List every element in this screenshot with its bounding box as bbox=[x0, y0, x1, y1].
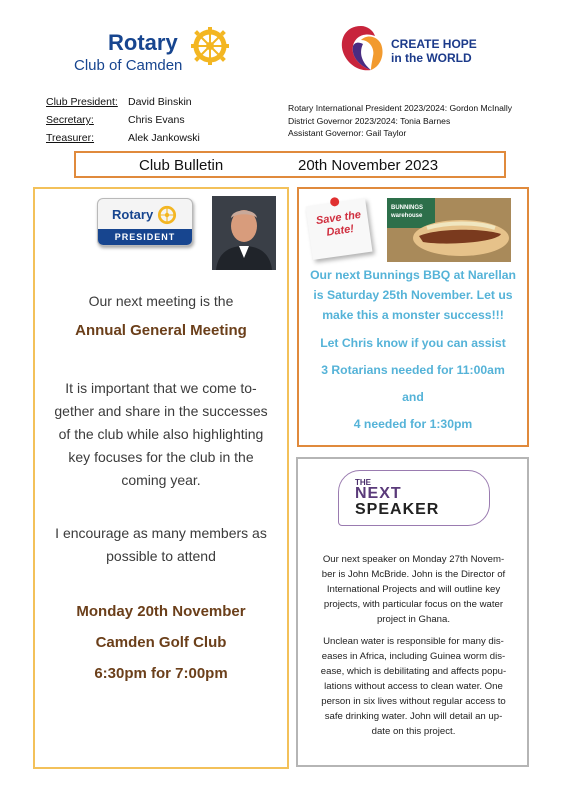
speaker-line: safe drinking water. John will detail an up- bbox=[324, 711, 503, 722]
rotary-club-logo bbox=[70, 24, 240, 82]
badge-rotary-word: Rotary bbox=[112, 207, 154, 222]
body-line: I encourage as many members as bbox=[55, 525, 267, 541]
speaker-logo-speaker: SPEAKER bbox=[355, 501, 440, 518]
meeting-name: Annual General Meeting bbox=[75, 322, 247, 339]
treasurer-label: Treasurer: bbox=[46, 132, 95, 144]
body-line: of the club while also highlighting bbox=[58, 426, 264, 442]
district-governor-line: District Governor 2023/2024: Tonia Barnes bbox=[288, 116, 451, 126]
speaker-line: projects, with particular focus on the water bbox=[323, 599, 504, 610]
meeting-venue: Camden Golf Club bbox=[95, 634, 227, 651]
assistant-governor-line: Assistant Governor: Gail Taylor bbox=[288, 128, 407, 138]
meeting-intro: Our next meeting is the bbox=[88, 293, 234, 309]
meeting-panel bbox=[33, 187, 289, 769]
speaker-logo-the: THE bbox=[355, 478, 371, 487]
speaker-line: eases in Africa, including Guinea worm dis- bbox=[321, 651, 506, 662]
bbq-panel bbox=[297, 187, 529, 447]
president-badge bbox=[97, 198, 193, 246]
bulletin-date: 20th November 2023 bbox=[298, 157, 439, 174]
speaker-line: ease, which is debilitating and affects popu- bbox=[320, 666, 507, 677]
meeting-time: 6:30pm for 7:00pm bbox=[94, 665, 228, 682]
rotary-logo-club-name: Club of Camden bbox=[74, 57, 183, 74]
speaker-panel bbox=[296, 457, 529, 767]
secretary-name: Chris Evans bbox=[128, 114, 185, 126]
bbq-contact-line: Let Chris know if you can assist bbox=[320, 336, 506, 350]
president-photo bbox=[212, 196, 276, 270]
president-label: Club President: bbox=[46, 96, 118, 108]
badge-president-label: PRESIDENT bbox=[98, 229, 192, 245]
speaker-line: date on this project. bbox=[371, 726, 456, 737]
bunnings-sausage-photo bbox=[387, 198, 511, 262]
ri-president-line: Rotary International President 2023/2024: Gordon McInally bbox=[288, 103, 513, 113]
bbq-and: and bbox=[402, 390, 424, 404]
bunnings-sign: BUNNINGS warehouse bbox=[391, 205, 424, 219]
next-speaker-logo bbox=[338, 470, 490, 526]
president-portrait-icon bbox=[212, 196, 276, 270]
badge-rotary-wheel-icon bbox=[156, 204, 178, 226]
body-line: key focuses for the club in the bbox=[68, 449, 254, 465]
body-line: gether and share in the successes bbox=[54, 403, 268, 419]
create-hope-line1: CREATE HOPE bbox=[391, 37, 477, 51]
save-the-date-note bbox=[306, 198, 373, 260]
speaker-line: person in six lives without regular access to bbox=[321, 696, 506, 707]
bbq-line: Our next Bunnings BBQ at Narellan bbox=[310, 268, 516, 282]
speaker-logo-next: NEXT bbox=[355, 485, 402, 502]
speaker-line: Unclean water is responsible for many dis- bbox=[323, 636, 504, 647]
create-hope-line2: in the WORLD bbox=[391, 51, 472, 65]
speaker-line: lations without access to clean water. One bbox=[324, 681, 503, 692]
secretary-label: Secretary: bbox=[46, 114, 94, 126]
president-name: David Binskin bbox=[128, 96, 192, 108]
bbq-shift-2: 4 needed for 1:30pm bbox=[353, 417, 473, 431]
body-line: coming year. bbox=[121, 472, 201, 488]
bbq-line: make this a monster success!!! bbox=[322, 308, 504, 322]
body-line: It is important that we come to- bbox=[65, 380, 257, 396]
speaker-line: project in Ghana. bbox=[376, 614, 451, 625]
treasurer-name: Alek Jankowski bbox=[128, 132, 200, 144]
save-the-date-text: Save the Date! bbox=[315, 208, 362, 239]
speaker-line: ber is John McBride. John is the Director of bbox=[321, 569, 506, 580]
body-line: possible to attend bbox=[106, 548, 216, 564]
rotary-wheel-icon bbox=[190, 26, 230, 66]
speaker-line: Our next speaker on Monday 27th Novem- bbox=[322, 554, 505, 565]
pushpin-icon bbox=[330, 197, 340, 207]
bbq-line: is Saturday 25th November. Let us bbox=[313, 288, 513, 302]
create-hope-mark-icon bbox=[337, 22, 385, 76]
create-hope-logo bbox=[337, 22, 507, 78]
rotary-logo-word: Rotary bbox=[108, 30, 178, 55]
meeting-date: Monday 20th November bbox=[76, 603, 246, 620]
speaker-line: International Projects and will outline key bbox=[326, 584, 501, 595]
bulletin-banner bbox=[74, 151, 506, 178]
bbq-shift-1: 3 Rotarians needed for 11:00am bbox=[321, 363, 505, 377]
bulletin-title: Club Bulletin bbox=[139, 157, 224, 174]
